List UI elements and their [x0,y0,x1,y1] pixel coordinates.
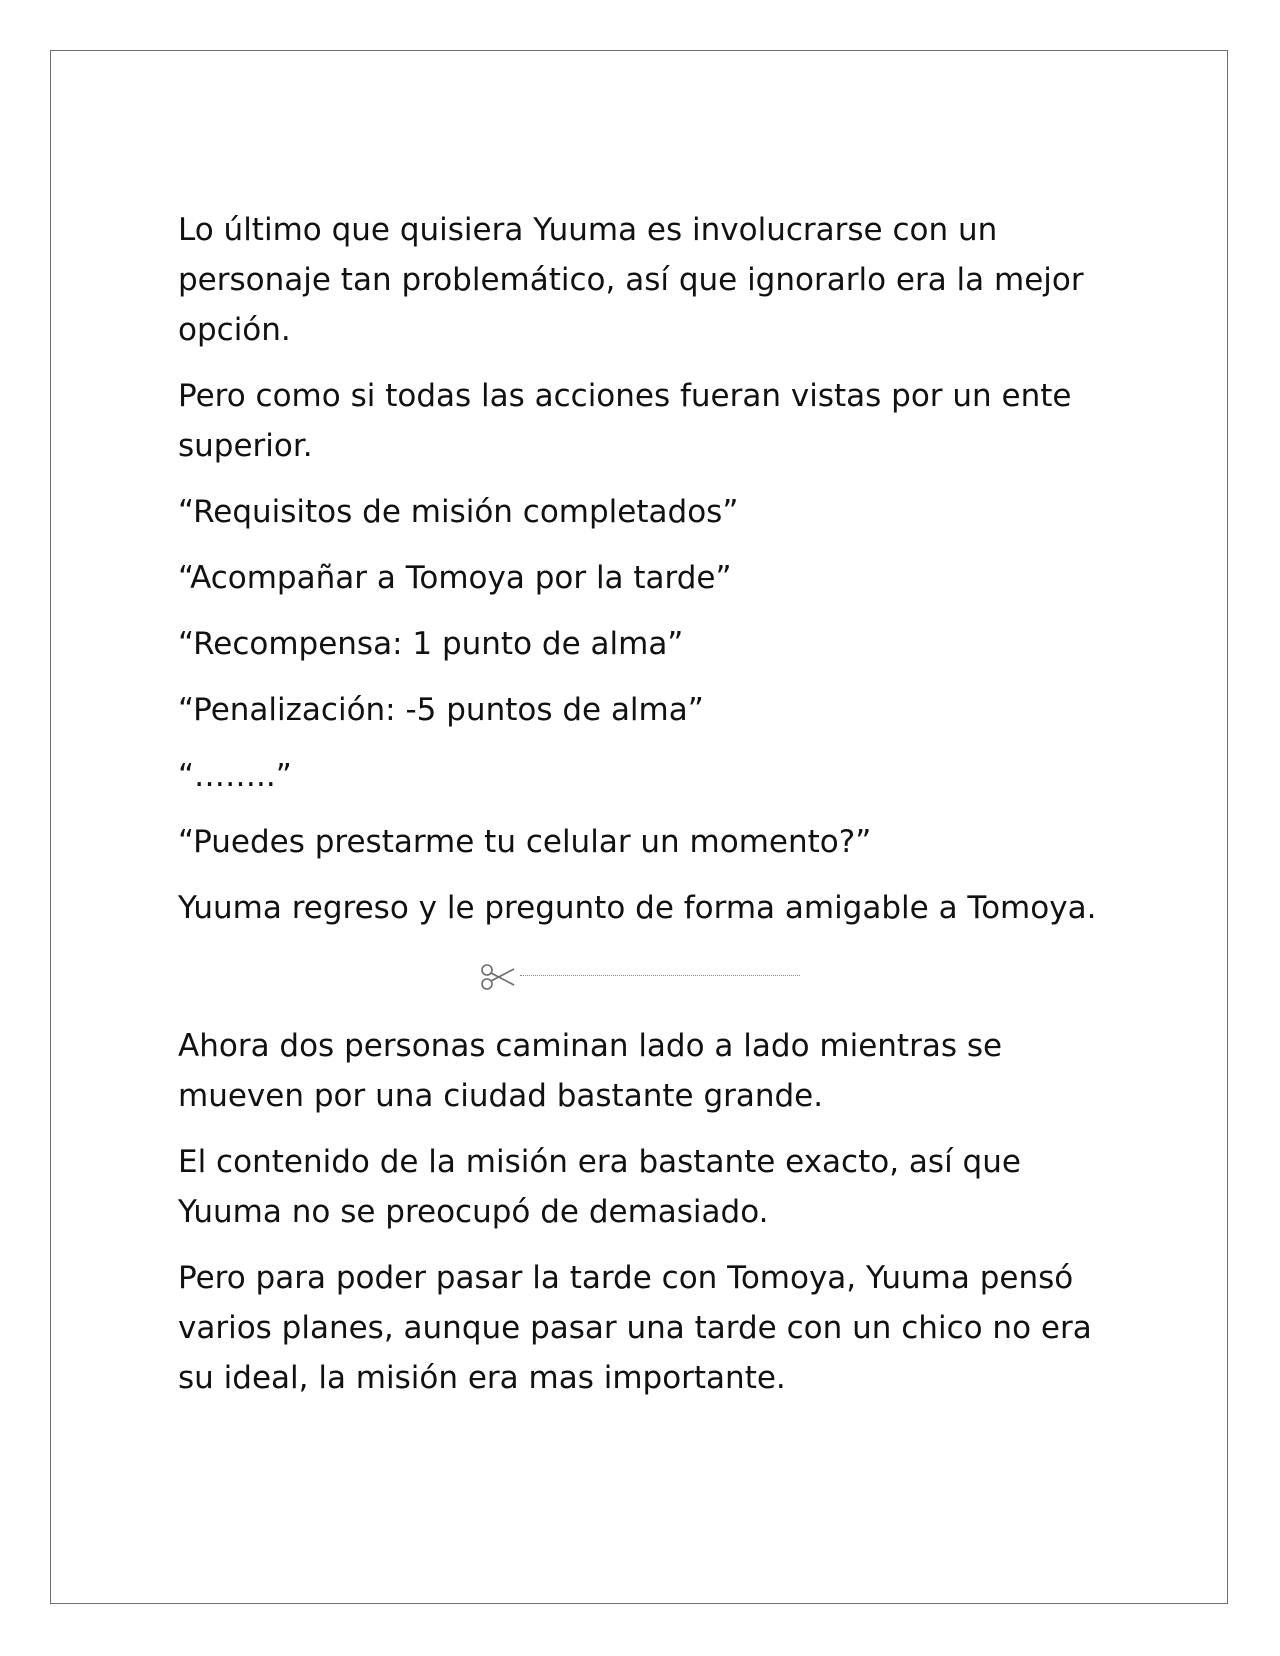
quote-reward: “Recompensa: 1 punto de alma” [178,626,684,662]
paragraph-5-line-2: Yuuma no se preocupó de demasiado. [178,1194,769,1230]
quote-mission-task: “Acompañar a Tomoya por la tarde” [178,560,732,596]
quote-ellipsis: “……..” [178,758,292,794]
paragraph-6-line-3: su ideal, la misión era mas importante. [178,1360,786,1396]
quote-phone-request: “Puedes prestarme tu celular un momento?” [178,824,872,860]
quote-mission-complete: “Requisitos de misión completados” [178,494,739,530]
quote-penalty: “Penalización: -5 puntos de alma” [178,692,704,728]
paragraph-6-line-1: Pero para poder pasar la tarde con Tomoya, Yuuma pensó [178,1260,1074,1296]
section-separator [480,962,800,992]
paragraph-1-line-3: opción. [178,312,291,348]
paragraph-6-line-2: varios planes, aunque pasar una tarde con un chico no era [178,1310,1092,1346]
scissors-icon [480,962,516,992]
dotted-cut-line [520,975,800,976]
paragraph-yuuma-asks: Yuuma regreso y le pregunto de forma amigable a Tomoya. [178,890,1097,926]
paragraph-4-line-1: Ahora dos personas caminan lado a lado mientras se [178,1028,1003,1064]
paragraph-1-line-2: personaje tan problemático, así que ignorarlo era la mejor [178,262,1084,298]
paragraph-4-line-2: mueven por una ciudad bastante grande. [178,1078,824,1114]
paragraph-2-line-2: superior. [178,428,313,464]
paragraph-2-line-1: Pero como si todas las acciones fueran vistas por un ente [178,378,1072,414]
paragraph-5-line-1: El contenido de la misión era bastante exacto, así que [178,1144,1021,1180]
paragraph-1-line-1: Lo último que quisiera Yuuma es involucrarse con un [178,212,998,248]
